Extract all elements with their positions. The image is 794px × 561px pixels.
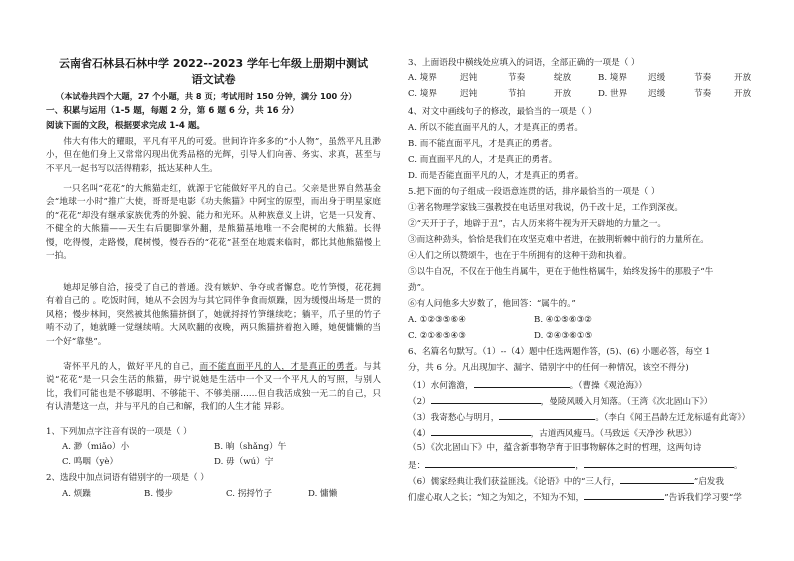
q3-d-word-2: 迟缓 (648, 89, 666, 99)
q3-c-word-3: 节拍 (508, 89, 526, 99)
q5-sentence-4: ④人们之所以赞颂牛，也在于牛所拥有的这种干劲和执着。 (408, 251, 632, 261)
q6-item-4: （4） ，古道西风瘦马。（马致远《天净沙 秋思》） (408, 426, 697, 441)
q4-option-c[interactable]: C. 而直面平凡的人，才是真正的勇者。 (408, 155, 558, 165)
q5-option-c[interactable]: C. ②①⑥⑤④③ (408, 331, 466, 341)
q3-a-word-2: 迟钝 (460, 73, 478, 83)
q3-option-d[interactable]: D. 世界 (598, 89, 628, 99)
answer-blank[interactable] (474, 378, 570, 388)
q1-option-c[interactable]: C. 鸣咽（yè） (62, 457, 119, 467)
q6-item-5: （5）《次北固山下》中，蕴含新事物孕育于旧事物解体之时的哲理，这两句诗 (408, 443, 702, 453)
q6-item-1: （1）水何澹澹， 。（曹操《观沧海》） (408, 378, 647, 393)
answer-blank[interactable] (584, 458, 734, 468)
q3-b-word-3: 节奏 (694, 73, 712, 83)
q1-option-a[interactable]: A. 渺（miǎo）小 (62, 442, 130, 452)
q3-b-word-2: 迟缓 (648, 73, 666, 83)
q4-option-a[interactable]: A. 所以不能直面平凡的人，才是真正的勇者。 (408, 123, 583, 133)
q6-item-6-cont: 们虚心取人之长；“知之为知之，不知为不知， ”告诉我们学习要“学 (408, 490, 742, 505)
answer-blank[interactable] (431, 394, 541, 404)
q5-option-d[interactable]: D. ②④③⑥①⑤ (534, 331, 593, 341)
q6-item-6: （6）儒家经典让我们获益匪浅。《论语》中的“三人行， ”启发我 (408, 474, 724, 489)
answer-blank[interactable] (620, 474, 694, 484)
q1-stem: 1、下列加点字注音有误的一项是（ ） (46, 427, 192, 437)
q3-option-c[interactable]: C. 境界 (408, 89, 437, 99)
q5-sentence-2: ②“天开于子，地辟于丑”，古人历来将牛视为开天辟地的力量之一。 (408, 219, 667, 229)
q5-sentence-3: ③而这种劲头，恰恰是我们在攻坚克难中者进，在披荆斩棘中前行的力量所在。 (408, 235, 709, 245)
exam-note: （本试卷共四个大题，27 个小题，共 8 页；考试用时 150 分钟，满分 100 分） (56, 91, 357, 101)
left-column (46, 0, 381, 561)
answer-blank[interactable] (499, 410, 595, 420)
right-column (408, 0, 760, 561)
answer-blank[interactable] (431, 426, 531, 436)
underlined-sentence: 而不能直面平凡的人，才是真正的勇者 (199, 362, 355, 372)
q3-c-word-2: 迟钝 (460, 89, 478, 99)
q2-option-c[interactable]: C. 拐捋竹子 (226, 489, 273, 499)
q2-option-a[interactable]: A. 烦躁 (62, 489, 91, 499)
q4-option-d[interactable]: D. 而是否能直面平凡的人，才是真正的勇者。 (408, 171, 584, 181)
q3-a-word-4: 绽放 (554, 73, 572, 83)
q6-item-2: （2） ，曼陵风暖入月知落。（王湾《次北固山下》） (408, 394, 713, 409)
q2-option-b[interactable]: B. 慢步 (144, 489, 173, 499)
paragraph-4-end: 。与其说“花花”是一只会生活的熊猫，毋宁说她是生活中一个又一个平凡人的写照，与别人比，我们可能也是不够聪明、不够能干、不够美丽……但自我活成独一无二的自己，只有认清楚这一点，并与平凡的自己和解，我们的人生才能 异彩。 (46, 362, 381, 413)
q6-stem-line-1: 6、名篇名句默写。（1）--（4）题中任选两题作答，(5)、(6) 小题必答，每空 1 (408, 347, 711, 357)
paragraph-4-start: 寄怀平凡的人，做好平凡的自己， (63, 362, 200, 372)
q6-item-5-answer: 是： ， 。 (408, 458, 742, 473)
q5-stem: 5.把下面的句子组成一段语意连贯的话，排序最恰当的一项是（ ） (408, 187, 660, 197)
q6-stem-line-2: 分，共 6 分。凡出现加字、漏字、错别字中的任何一种情况，该空不得分) (408, 363, 689, 373)
q3-d-word-4: 开放 (734, 89, 752, 99)
q5-sentence-5-cont: 劲”。 (408, 283, 430, 293)
q3-a-word-3: 节奏 (508, 73, 526, 83)
q3-option-a[interactable]: A. 境界 (408, 73, 437, 83)
q6-item-3: （3）我寄愁心与明月， 。（李白《闻王昌龄左迁龙标遥有此寄》） (408, 410, 750, 425)
q5-option-b[interactable]: B. ④①⑤⑥③② (534, 315, 593, 325)
q2-option-d[interactable]: D. 慵懒 (308, 489, 338, 499)
exam-title: 云南省石林县石林中学 2022--2023 学年七年级上册期中测试 (58, 57, 369, 70)
exam-subtitle: 语文试卷 (191, 73, 236, 86)
q5-sentence-6: ⑥有人问他多大岁数了，他回答：“属牛的。” (408, 299, 576, 309)
q3-c-word-4: 开放 (554, 89, 572, 99)
section1-instruction: 阅读下面的文段，根据要求完成 1-4 题。 (46, 121, 206, 131)
passage-paragraph-4 (46, 361, 381, 415)
passage-paragraph-3: 她却足够自洽，接受了自己的普通。没有嫉妒、争夺或者懈怠。吃竹笋慢，花花拥有着自己的 。吃饭时间，她从不会因为与其它同伴争食而烦躁，因为缓慢出场是一贯的风格；慢步林间，突然被其他熊猫挤倒了，她就捋捋竹笋继续吃；躺平，爪子里的竹子啃不动了，她就睡一觉继续啃。大风吹翻的夜晚，两只熊猫挤着抱入睡，她便慵懒的当一个好“靠垫”。 (46, 283, 381, 347)
q1-option-d[interactable]: D. 毋（wú）宁 (214, 457, 274, 467)
q5-sentence-1: ①著名物理学家钱三强教授在电话里对我说，仍千改十足，工作到深夜。 (408, 203, 684, 213)
q5-sentence-5: ⑤以牛自况，不仅在于他生肖属牛，更在于他性格属牛，始终发扬牛的那股子“牛 (408, 267, 714, 277)
q3-option-b[interactable]: B. 境界 (598, 73, 627, 83)
q1-option-b[interactable]: B. 晌（shǎng）午 (214, 442, 287, 452)
section1-heading: 一、积累与运用（1-5 题，每题 2 分，第 6 题 6 分，共 16 分） (46, 106, 299, 116)
q2-stem: 2、选段中加点词语有错别字的一项是（ ） (46, 473, 209, 483)
q4-option-b[interactable]: B. 而不能直面平凡，才是真正的勇者。 (408, 139, 558, 149)
q3-b-word-4: 开放 (734, 73, 752, 83)
q5-option-a[interactable]: A. ①②③⑤⑥④ (408, 315, 466, 325)
answer-blank[interactable] (425, 458, 575, 468)
q3-options (408, 72, 760, 102)
q4-stem: 4、对文中画线句子的修改，最恰当的一项是（ ） (408, 107, 597, 117)
passage-paragraph-2: 一只名叫“花花”的大熊猫走红，就源于它能做好平凡的自己。父亲是世界自然基金会“地球一小时”推广大使，哥哥是电影《功夫熊猫》中阿宝的原型，而出身于明星家庭的“花花”却没有继承家族优秀的外貌、能力和光环。从种族意义上讲，它是一只发育、不健全的大熊猫——天生右后腿脚掌外翻，是熊猫基地唯一不会爬树的大熊猫。长得慢，吃得慢，走路慢，爬树慢，慢吞吞的“花花”甚至在地震来临时，都比其他熊猫慢上一拍。 (46, 184, 381, 262)
q3-stem: 3、上面语段中横线处应填入的词语，全部正确的一项是（ ） (408, 58, 640, 68)
passage-paragraph-1: 伟大有伟大的耀眼，平凡有平凡的可爱。世间许许多多的“小人物”，虽然平凡且渺小，但在他们身上又常常闪现出优秀品格的光辉，引导人们向善、务实、求真，甚至与不平凡一起书写以活得精彩，抵达某种人生。 (46, 137, 381, 174)
answer-blank[interactable] (584, 490, 664, 500)
q3-d-word-3: 节奏 (694, 89, 712, 99)
